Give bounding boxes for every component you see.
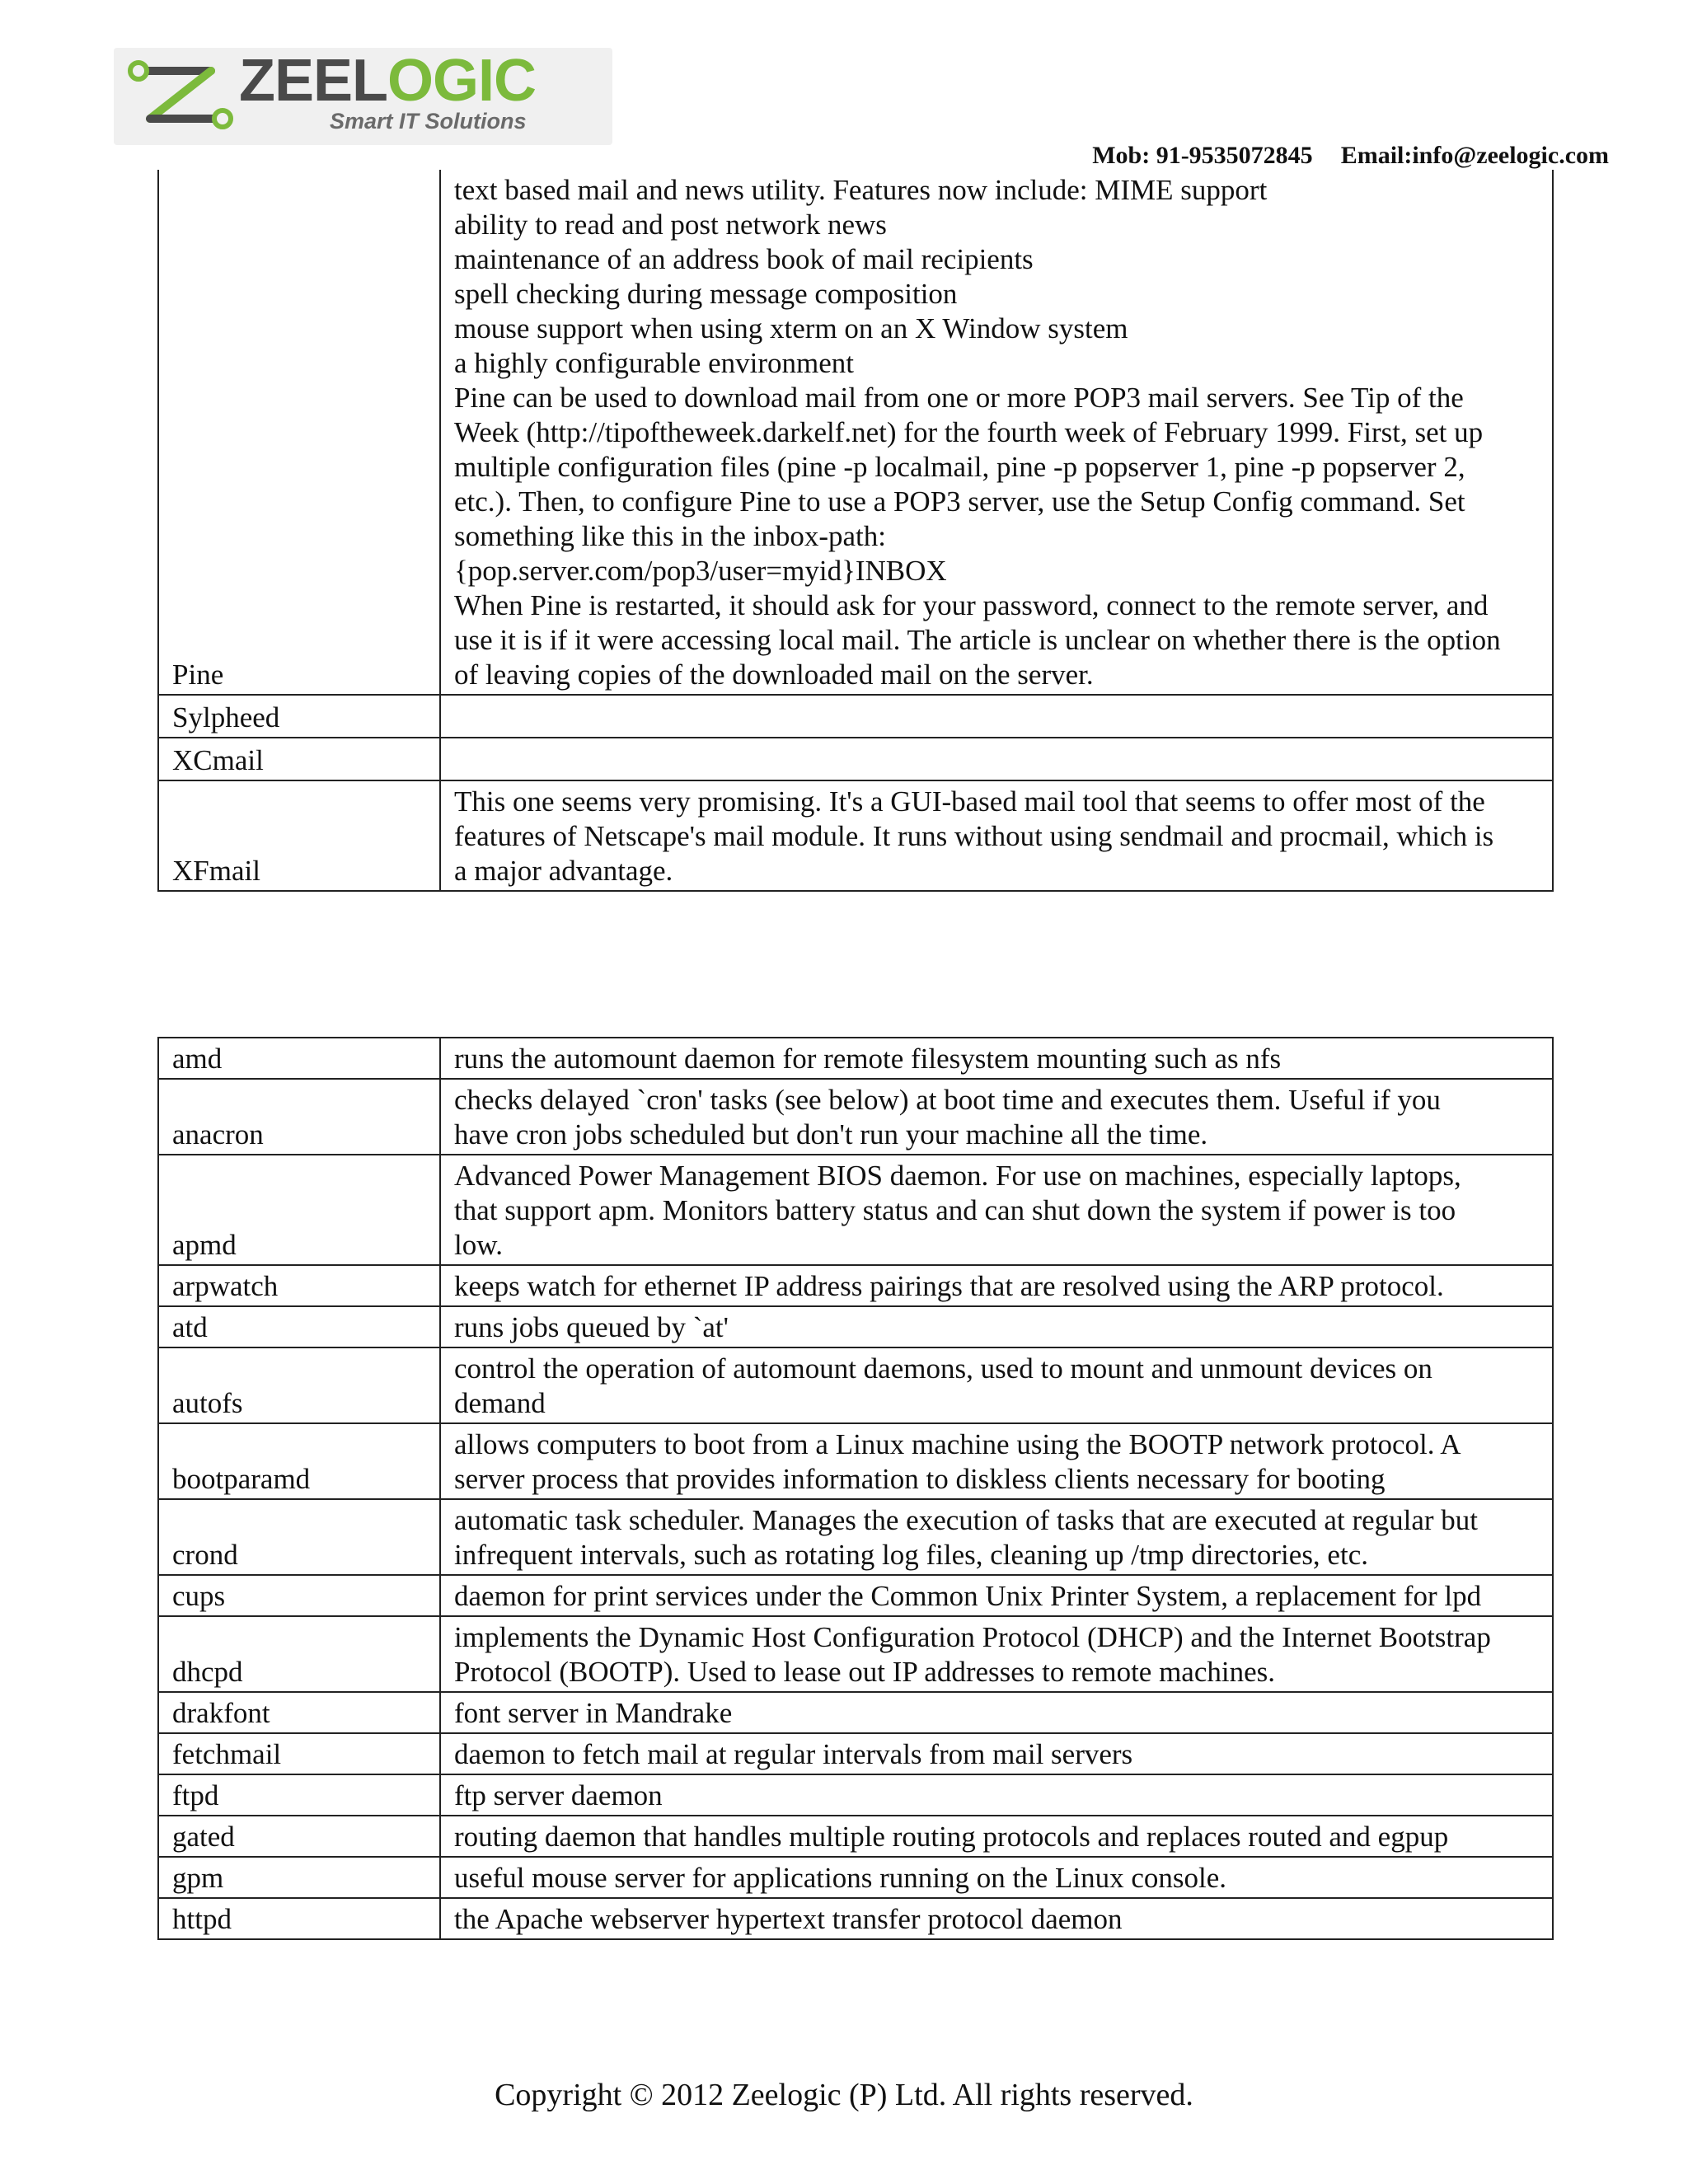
mobile-number: Mob: 91-9535072845 <box>1092 142 1313 169</box>
row-description-cell <box>440 1733 1553 1774</box>
description-line: This one seems very promising. It's a GUI-based mail tool that seems to offer most of the <box>454 785 1485 818</box>
row-name-cell: gated <box>158 1816 440 1857</box>
row-description-cell <box>440 1265 1553 1306</box>
row-name-cell: atd <box>158 1306 440 1347</box>
table-row <box>158 1038 1553 1079</box>
description-line: mouse support when using xterm on an X Window system <box>454 312 1128 344</box>
description-line: keeps watch for ethernet IP address pairings that are resolved using the ARP protocol. <box>454 1270 1444 1302</box>
description-line: of leaving copies of the downloaded mail on the server. <box>454 658 1094 691</box>
copyright-footer: Copyright © 2012 Zeelogic (P) Ltd. All rights reserved. <box>495 2078 1193 2112</box>
table-row <box>158 1733 1553 1774</box>
description-line: routing daemon that handles multiple routing protocols and replaces routed and egpup <box>454 1821 1449 1853</box>
description-line: font server in Mandrake <box>454 1697 733 1729</box>
description-line: daemon for print services under the Common Unix Printer System, a replacement for lpd <box>454 1580 1482 1612</box>
row-name-cell: gpm <box>158 1857 440 1898</box>
description-line: implements the Dynamic Host Configuration Protocol (DHCP) and the Internet Bootstrap <box>454 1621 1491 1653</box>
row-name-cell: Sylpheed <box>158 695 440 738</box>
description-line: demand <box>454 1387 546 1419</box>
row-description-cell <box>440 1306 1553 1347</box>
description-line: infrequent intervals, such as rotating log files, cleaning up /tmp directories, etc. <box>454 1539 1368 1571</box>
table-row <box>158 695 1553 738</box>
row-description-cell <box>440 738 1553 780</box>
description-line: features of Netscape's mail module. It runs without using sendmail and procmail, which is <box>454 820 1494 852</box>
email-address: Email:info@zeelogic.com <box>1340 142 1609 169</box>
row-description-cell <box>440 1347 1553 1423</box>
description-line: multiple configuration files (pine -p localmail, pine -p popserver 1, pine -p popserver 2, <box>454 451 1465 483</box>
table-row <box>158 780 1553 891</box>
row-description-cell <box>440 1155 1553 1265</box>
description-line: allows computers to boot from a Linux machine using the BOOTP network protocol. A <box>454 1428 1461 1460</box>
row-name-cell: apmd <box>158 1155 440 1265</box>
description-line: maintenance of an address book of mail recipients <box>454 243 1034 275</box>
row-name-cell: arpwatch <box>158 1265 440 1306</box>
row-description-cell <box>440 1079 1553 1155</box>
table-row <box>158 738 1553 780</box>
row-name-cell: bootparamd <box>158 1423 440 1499</box>
table-row <box>158 1265 1553 1306</box>
table-row <box>158 1347 1553 1423</box>
description-line: a highly configurable environment <box>454 347 854 379</box>
description-line: automatic task scheduler. Manages the execution of tasks that are executed at regular but <box>454 1504 1479 1536</box>
row-name-cell: ftpd <box>158 1774 440 1816</box>
description-line: the Apache webserver hypertext transfer protocol daemon <box>454 1903 1123 1935</box>
row-description-cell <box>440 1774 1553 1816</box>
table-row <box>158 1079 1553 1155</box>
description-line: spell checking during message composition <box>454 278 958 310</box>
description-line: something like this in the inbox-path: <box>454 520 886 552</box>
table-row <box>158 170 1553 695</box>
logo-wordmark-part2: OGIC <box>387 48 537 114</box>
row-description-cell <box>440 1816 1553 1857</box>
row-name-cell: crond <box>158 1499 440 1575</box>
company-logo <box>114 48 612 145</box>
row-description-cell <box>440 780 1553 891</box>
table-row <box>158 1575 1553 1616</box>
description-line: Pine can be used to download mail from one or more POP3 mail servers. See Tip of the <box>454 382 1464 414</box>
description-line: a major advantage. <box>454 855 673 887</box>
row-name-cell: fetchmail <box>158 1733 440 1774</box>
description-line: When Pine is restarted, it should ask for your password, connect to the remote server, and <box>454 589 1489 621</box>
table-row <box>158 1692 1553 1733</box>
description-line: ftp server daemon <box>454 1779 663 1811</box>
table-row <box>158 1306 1553 1347</box>
table-row <box>158 1898 1553 1939</box>
row-name-cell: autofs <box>158 1347 440 1423</box>
row-description-cell <box>440 1499 1553 1575</box>
description-line: control the operation of automount daemons, used to mount and unmount devices on <box>454 1352 1432 1385</box>
description-line: ability to read and post network news <box>454 209 887 241</box>
row-description-cell <box>440 695 1553 738</box>
description-line: use it is if it were accessing local mail. The article is unclear on whether there is the option <box>454 624 1501 656</box>
row-name-cell: XFmail <box>158 780 440 891</box>
description-line: low. <box>454 1229 503 1261</box>
description-line: runs the automount daemon for remote filesystem mounting such as nfs <box>454 1043 1282 1075</box>
description-line: runs jobs queued by `at' <box>454 1311 729 1343</box>
row-description-cell <box>440 1423 1553 1499</box>
description-line: Protocol (BOOTP). Used to lease out IP addresses to remote machines. <box>454 1656 1275 1688</box>
daemons-table <box>157 1037 1554 1940</box>
table-row <box>158 1423 1553 1499</box>
row-name-cell: cups <box>158 1575 440 1616</box>
logo-tagline: Smart IT Solutions <box>330 109 527 134</box>
description-line: daemon to fetch mail at regular intervals from mail servers <box>454 1738 1133 1770</box>
row-description-cell <box>440 1038 1553 1079</box>
row-name-cell: httpd <box>158 1898 440 1939</box>
row-description-cell <box>440 170 1553 695</box>
table-row <box>158 1816 1553 1857</box>
row-description-cell <box>440 1857 1553 1898</box>
description-line: useful mouse server for applications running on the Linux console. <box>454 1862 1227 1894</box>
row-name-cell: XCmail <box>158 738 440 780</box>
description-line: {pop.server.com/pop3/user=myid}INBOX <box>454 555 947 587</box>
row-name-cell: dhcpd <box>158 1616 440 1692</box>
row-name-cell: Pine <box>158 170 440 695</box>
table-row <box>158 1616 1553 1692</box>
description-line: checks delayed `cron' tasks (see below) at boot time and executes them. Useful if you <box>454 1084 1441 1116</box>
daemons-table-body <box>158 1038 1553 1939</box>
description-line: etc.). Then, to configure Pine to use a POP3 server, use the Setup Config command. Set <box>454 485 1465 518</box>
table-row <box>158 1499 1553 1575</box>
table-row <box>158 1155 1553 1265</box>
row-description-cell <box>440 1616 1553 1692</box>
description-line: Advanced Power Management BIOS daemon. For use on machines, especially laptops, <box>454 1160 1461 1192</box>
table-row <box>158 1774 1553 1816</box>
row-description-cell <box>440 1575 1553 1616</box>
mail-clients-table <box>157 170 1554 892</box>
table-row <box>158 1857 1553 1898</box>
row-description-cell <box>440 1692 1553 1733</box>
row-name-cell: anacron <box>158 1079 440 1155</box>
description-line: text based mail and news utility. Features now include: MIME support <box>454 174 1268 206</box>
logo-wordmark-part1: ZEEL <box>239 48 388 114</box>
row-description-cell <box>440 1898 1553 1939</box>
description-line: that support apm. Monitors battery status and can shut down the system if power is too <box>454 1194 1456 1226</box>
mail-clients-table-body <box>158 170 1553 891</box>
description-line: Week (http://tipoftheweek.darkelf.net) for the fourth week of February 1999. First, set up <box>454 416 1484 448</box>
logo-wordmark <box>239 48 537 114</box>
zeelogic-mark-icon <box>125 56 241 135</box>
row-name-cell: drakfont <box>158 1692 440 1733</box>
description-line: have cron jobs scheduled but don't run your machine all the time. <box>454 1118 1208 1151</box>
row-name-cell: amd <box>158 1038 440 1079</box>
contact-info <box>1092 142 1609 170</box>
description-line: server process that provides information to diskless clients necessary for booting <box>454 1463 1386 1495</box>
